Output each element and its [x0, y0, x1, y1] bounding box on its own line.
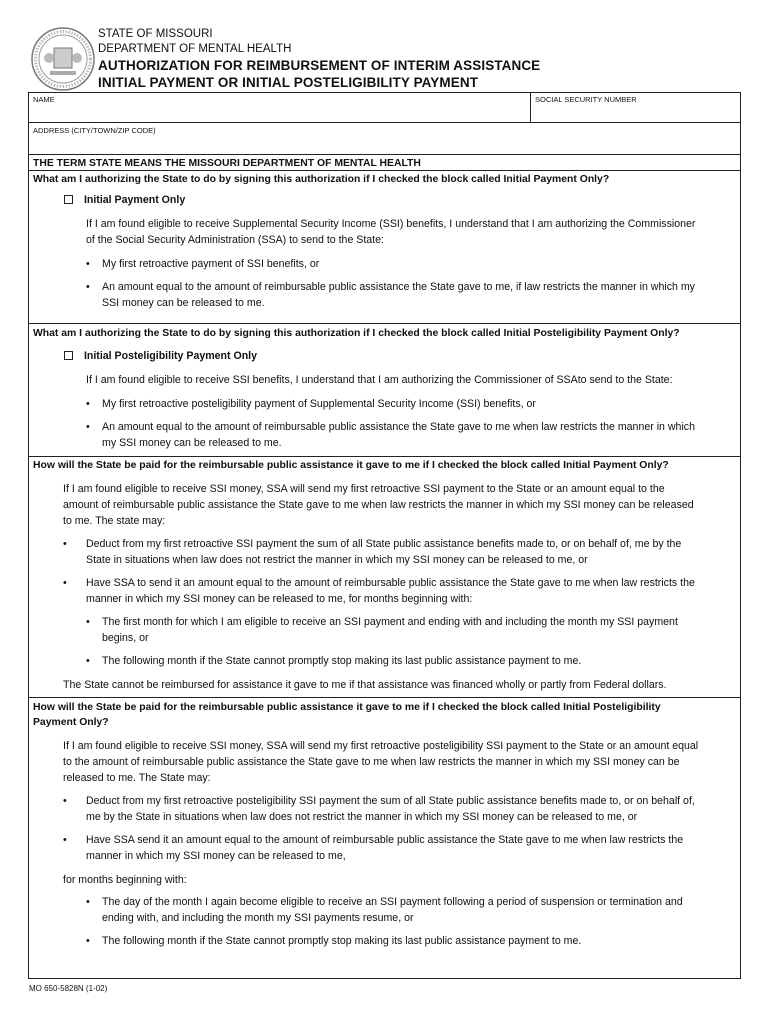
name-label: NAME: [33, 95, 55, 104]
list-item: • My first retroactive payment of SSI benefits, or: [86, 258, 320, 270]
address-label: ADDRESS (CITY/TOWN/ZIP CODE): [33, 126, 156, 135]
bullet: •: [63, 834, 67, 846]
list-item-text: manner in which my SSI money can be released to me,: [86, 850, 346, 862]
list-item-text: My first retroactive posteligibility payment of Supplemental Security Income (SSI) benefits, or: [102, 398, 536, 410]
list-item-text: begins, or: [102, 632, 149, 644]
list-item-text: The following month if the State cannot promptly stop making its last public assistance payment to me.: [102, 935, 582, 947]
department-name: DEPARTMENT OF MENTAL HEALTH: [98, 43, 292, 55]
list-item-text: The first month for which I am eligible to receive an SSI payment and ending with and including the month my SSI payment: [102, 616, 678, 628]
section4-intro-line2: to the amount of reimbursable public assistance the State gave to me when law restricts the manner in which my SSI money can be: [63, 756, 680, 768]
address-field[interactable]: [30, 136, 738, 152]
field-divider: [530, 92, 531, 122]
list-item-text: An amount equal to the amount of reimbursable public assistance the State gave to me, if law restricts the manner in which my: [102, 281, 695, 293]
list-item: • The day of the month I again become eligible to receive an SSI payment following a period of suspension or termination and: [86, 896, 683, 908]
months-intro: for months beginning with:: [63, 874, 187, 886]
initial-payment-checkbox[interactable]: [64, 195, 73, 204]
section3-intro-line1: If I am found eligible to receive SSI money, SSA will send my first retroactive SSI payment to the State or an amount equal to the: [63, 483, 665, 495]
form-number: MO 650-5828N (1-02): [29, 984, 108, 993]
bullet: •: [63, 577, 67, 589]
section4-question-line1: How will the State be paid for the reimbursable public assistance it gave to me if I checked the block called Initial Posteligibility: [33, 702, 661, 713]
initial-posteligibility-checkbox[interactable]: [64, 351, 73, 360]
initial-posteligibility-label: Initial Posteligibility Payment Only: [83, 350, 258, 362]
section1-intro-line1: If I am found eligible to receive Supplemental Security Income (SSI) benefits, I understand that I am authorizing the Commissioner: [86, 218, 696, 230]
section4-intro-line3: released to me. The State may:: [63, 772, 211, 784]
section3-question: How will the State be paid for the reimbursable public assistance it gave to me if I checked the block called Initial Payment Only?: [33, 460, 669, 471]
section3-closing: The State cannot be reimbursed for assistance it gave to me if that assistance was financed wholly or partly from Federal dollars.: [63, 679, 667, 691]
list-item-text: An amount equal to the amount of reimbursable public assistance the State gave to me when law restricts the manner in which: [102, 421, 695, 433]
state-seal-icon: [30, 26, 96, 92]
state-name: STATE OF MISSOURI: [98, 28, 213, 40]
initial-payment-label: Initial Payment Only: [83, 194, 186, 206]
list-item: • The following month if the State cannot promptly stop making its last public assistance payment to me.: [86, 935, 582, 947]
list-item-text: manner in which my SSI money can be released to me, for months beginning with:: [86, 593, 473, 605]
form-title-line2: INITIAL PAYMENT OR INITIAL POSTELIGIBILITY PAYMENT: [98, 75, 479, 90]
initial-posteligibility-option: [64, 348, 257, 364]
section3-intro-line2: amount of reimbursable public assistance the State gave to me when law restricts the manner in which my SSI money can be released: [63, 499, 694, 511]
section2-question: What am I authorizing the State to do by signing this authorization if I checked the block called Initial Posteligibility Payment Only?: [33, 328, 680, 339]
list-item-text: Deduct from my first retroactive SSI payment the sum of all State public assistance benefits made to, or on behalf of, me by the: [86, 538, 682, 550]
list-item-text: The day of the month I again become eligible to receive an SSI payment following a period of suspension or termination and: [102, 896, 683, 908]
list-item-text: Deduct from my first retroactive posteligibility SSI payment the sum of all State public assistance benefits made to, or on behalf of,: [86, 795, 695, 807]
list-item-text: Have SSA send it an amount equal to the amount of reimbursable public assistance the State gave to me when law restricts the: [86, 834, 684, 846]
section4-question-line2: Payment Only?: [33, 717, 109, 728]
divider: [28, 456, 741, 457]
list-item: • The first month for which I am eligible to receive an SSI payment and ending with and including the month my SSI payment: [86, 616, 678, 628]
section3-intro-line3: to me. The state may:: [63, 515, 166, 527]
list-item: • An amount equal to the amount of reimbursable public assistance the State gave to me when law restricts the manner in which: [86, 421, 695, 433]
bullet: •: [63, 538, 67, 550]
list-item-text: Have SSA to send it an amount equal to the amount of reimbursable public assistance the State gave to me when law restricts the: [86, 577, 695, 589]
list-item-text: The following month if the State cannot promptly stop making its last public assistance payment to me.: [102, 655, 582, 667]
divider: [28, 154, 741, 155]
list-item-text: ending with, and including the month my SSI payments resume, or: [102, 912, 414, 924]
section1-intro-line2: of the Social Security Administration (SSA) to send to the State:: [86, 234, 384, 246]
section1-question: What am I authorizing the State to do by signing this authorization if I checked the block called Initial Payment Only?: [33, 174, 610, 185]
ssn-label: SOCIAL SECURITY NUMBER: [535, 95, 637, 104]
list-item: • The following month if the State cannot promptly stop making its last public assistance payment to me.: [86, 655, 582, 667]
section2-intro: If I am found eligible to receive SSI benefits, I understand that I am authorizing the Commissioner of SSAto send to the State:: [86, 374, 673, 386]
divider: [28, 323, 741, 324]
name-field[interactable]: [30, 105, 528, 121]
divider: [28, 170, 741, 171]
form-title-line1: AUTHORIZATION FOR REIMBURSEMENT OF INTERIM ASSISTANCE: [98, 58, 541, 73]
bullet: •: [63, 795, 67, 807]
list-item-text: State in situations when law does not restrict the manner in which my SSI money can be released to me, or: [86, 554, 588, 566]
list-item: • My first retroactive posteligibility payment of Supplemental Security Income (SSI) benefits, or: [86, 398, 536, 410]
list-item: • An amount equal to the amount of reimbursable public assistance the State gave to me, if law restricts the manner in which my: [86, 281, 695, 293]
divider: [28, 122, 741, 123]
initial-payment-option: [64, 192, 185, 208]
list-item-text: My first retroactive payment of SSI benefits, or: [102, 258, 320, 270]
list-item-text: my SSI money can be released to me.: [102, 437, 282, 449]
term-definition: THE TERM STATE MEANS THE MISSOURI DEPARTMENT OF MENTAL HEALTH: [33, 158, 421, 169]
section4-intro-line1: If I am found eligible to receive SSI money, SSA will send my first retroactive posteligibility SSI payment to the State or an amount equal: [63, 740, 699, 752]
divider: [28, 697, 741, 698]
list-item-text: SSI money can be released to me.: [102, 297, 265, 309]
ssn-field[interactable]: [532, 105, 738, 121]
list-item-text: me by the State in situations when law does not restrict the manner in which my SSI money can be released to me, or: [86, 811, 638, 823]
